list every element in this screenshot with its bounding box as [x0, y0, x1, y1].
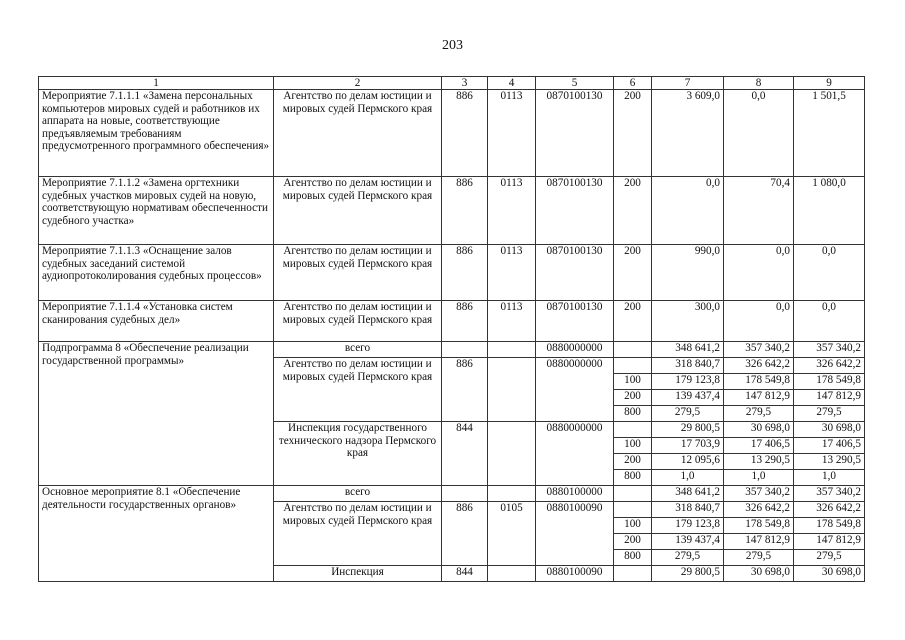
row-c3: 844 — [442, 422, 488, 486]
row-c8: 147 812,9 — [724, 534, 794, 550]
row-org: Агентство по делам юстиции и мировых судей Пермского края — [274, 245, 442, 301]
row-org: Агентство по делам юстиции и мировых судей Пермского края — [274, 90, 442, 177]
row-c8: 178 549,8 — [724, 374, 794, 390]
row-org: всего — [274, 486, 442, 502]
row-org: Инспекция государственного технического надзора Пермского края — [274, 422, 442, 486]
header-cell-1: 1 — [39, 77, 274, 90]
row-c3: 886 — [442, 358, 488, 422]
row-c9: 178 549,8 — [794, 518, 865, 534]
header-row — [39, 77, 865, 90]
header-cell-8: 8 — [724, 77, 794, 90]
row-c9: 1,0 — [794, 470, 865, 486]
row-c3 — [442, 342, 488, 358]
row-c5: 0870100130 — [536, 245, 614, 301]
row-c7: 279,5 — [652, 550, 724, 566]
row-c3 — [442, 486, 488, 502]
row-c7: 318 840,7 — [652, 358, 724, 374]
row-c7: 0,0 — [652, 177, 724, 245]
row-c6: 200 — [614, 301, 652, 342]
row-c8: 279,5 — [724, 550, 794, 566]
row-c7: 139 437,4 — [652, 390, 724, 406]
activity-8-1-name: Основное мероприятие 8.1 «Обеспечение деятельности государственных органов» — [39, 486, 274, 582]
row-org: Агентство по делам юстиции и мировых судей Пермского края — [274, 358, 442, 422]
row-c8: 0,0 — [724, 90, 794, 177]
row-c4 — [488, 486, 536, 502]
table-row — [39, 342, 865, 358]
row-name: Мероприятие 7.1.1.4 «Установка систем сканирования судебных дел» — [39, 301, 274, 342]
row-c5: 0870100130 — [536, 177, 614, 245]
row-c6: 200 — [614, 390, 652, 406]
budget-table — [38, 76, 865, 582]
row-c8: 13 290,5 — [724, 454, 794, 470]
row-c7: 139 437,4 — [652, 534, 724, 550]
header-cell-7: 7 — [652, 77, 724, 90]
row-c7: 29 800,5 — [652, 566, 724, 582]
header-cell-9: 9 — [794, 77, 865, 90]
row-c7: 3 609,0 — [652, 90, 724, 177]
row-c7: 179 123,8 — [652, 518, 724, 534]
row-org: Агентство по делам юстиции и мировых судей Пермского края — [274, 301, 442, 342]
row-c8: 0,0 — [724, 301, 794, 342]
row-org: всего — [274, 342, 442, 358]
row-c7: 318 840,7 — [652, 502, 724, 518]
row-c5: 0870100130 — [536, 301, 614, 342]
row-c4: 0113 — [488, 301, 536, 342]
row-c8: 326 642,2 — [724, 358, 794, 374]
row-c6: 100 — [614, 374, 652, 390]
row-c6: 800 — [614, 470, 652, 486]
row-c8: 0,0 — [724, 245, 794, 301]
row-c9: 13 290,5 — [794, 454, 865, 470]
table-row — [39, 486, 865, 502]
row-c4: 0105 — [488, 502, 536, 566]
row-c9: 1 080,0 — [794, 177, 865, 245]
row-c9: 1 501,5 — [794, 90, 865, 177]
table-row — [39, 90, 865, 177]
row-c9: 147 812,9 — [794, 390, 865, 406]
row-c9: 17 406,5 — [794, 438, 865, 454]
row-c6: 200 — [614, 177, 652, 245]
row-c7: 17 703,9 — [652, 438, 724, 454]
row-c4: 0113 — [488, 245, 536, 301]
row-c8: 147 812,9 — [724, 390, 794, 406]
row-c5: 0870100130 — [536, 90, 614, 177]
row-c9: 178 549,8 — [794, 374, 865, 390]
row-c8: 30 698,0 — [724, 422, 794, 438]
row-c7: 279,5 — [652, 406, 724, 422]
row-org: Инспекция — [274, 566, 442, 582]
row-c8: 17 406,5 — [724, 438, 794, 454]
row-c6: 200 — [614, 534, 652, 550]
row-c6: 200 — [614, 90, 652, 177]
table-row — [39, 301, 865, 342]
page-number: 203 — [442, 38, 463, 53]
row-c9: 357 340,2 — [794, 342, 865, 358]
row-c6 — [614, 566, 652, 582]
row-c4 — [488, 358, 536, 422]
row-c9: 0,0 — [794, 301, 865, 342]
row-name: Мероприятие 7.1.1.3 «Оснащение залов судебных заседаний системой аудиопротоколирования судебных процессов» — [39, 245, 274, 301]
header-cell-3: 3 — [442, 77, 488, 90]
row-c8: 279,5 — [724, 406, 794, 422]
row-c3: 886 — [442, 301, 488, 342]
row-c6: 100 — [614, 518, 652, 534]
row-c6: 100 — [614, 438, 652, 454]
row-c7: 29 800,5 — [652, 422, 724, 438]
row-c6 — [614, 358, 652, 374]
row-c7: 348 641,2 — [652, 342, 724, 358]
row-c4 — [488, 566, 536, 582]
row-c7: 12 095,6 — [652, 454, 724, 470]
table-row — [39, 245, 865, 301]
row-c6: 800 — [614, 550, 652, 566]
row-c4: 0113 — [488, 90, 536, 177]
row-c5: 0880000000 — [536, 342, 614, 358]
row-c9: 326 642,2 — [794, 502, 865, 518]
row-c6: 800 — [614, 406, 652, 422]
row-c9: 357 340,2 — [794, 486, 865, 502]
row-c6 — [614, 502, 652, 518]
row-c8: 357 340,2 — [724, 342, 794, 358]
row-org: Агентство по делам юстиции и мировых судей Пермского края — [274, 177, 442, 245]
row-c9: 326 642,2 — [794, 358, 865, 374]
row-c8: 357 340,2 — [724, 486, 794, 502]
header-cell-6: 6 — [614, 77, 652, 90]
row-c5: 0880100000 — [536, 486, 614, 502]
row-c8: 326 642,2 — [724, 502, 794, 518]
row-c6: 200 — [614, 245, 652, 301]
row-c3: 844 — [442, 566, 488, 582]
row-c8: 70,4 — [724, 177, 794, 245]
row-c9: 0,0 — [794, 245, 865, 301]
row-c5: 0880000000 — [536, 422, 614, 486]
row-c5: 0880100090 — [536, 502, 614, 566]
row-c3: 886 — [442, 90, 488, 177]
row-c9: 30 698,0 — [794, 566, 865, 582]
row-c7: 990,0 — [652, 245, 724, 301]
row-c8: 178 549,8 — [724, 518, 794, 534]
row-name: Мероприятие 7.1.1.1 «Замена персональных компьютеров мировых судей и работников их аппарата на новые, соответствующие предъявляемым требованиям предусмотренного программного обеспечения» — [39, 90, 274, 177]
row-c6 — [614, 486, 652, 502]
table-row — [39, 177, 865, 245]
row-c5: 0880000000 — [536, 358, 614, 422]
row-c7: 1,0 — [652, 470, 724, 486]
row-c4 — [488, 422, 536, 486]
row-c9: 30 698,0 — [794, 422, 865, 438]
row-org: Агентство по делам юстиции и мировых судей Пермского края — [274, 502, 442, 566]
row-c6 — [614, 342, 652, 358]
row-c9: 279,5 — [794, 550, 865, 566]
row-c5: 0880100090 — [536, 566, 614, 582]
row-c9: 147 812,9 — [794, 534, 865, 550]
header-cell-4: 4 — [488, 77, 536, 90]
row-c7: 348 641,2 — [652, 486, 724, 502]
row-c4: 0113 — [488, 177, 536, 245]
row-c6: 200 — [614, 454, 652, 470]
row-c8: 30 698,0 — [724, 566, 794, 582]
row-c4 — [488, 342, 536, 358]
row-c6 — [614, 422, 652, 438]
row-c9: 279,5 — [794, 406, 865, 422]
header-cell-5: 5 — [536, 77, 614, 90]
row-c7: 179 123,8 — [652, 374, 724, 390]
row-name: Мероприятие 7.1.1.2 «Замена оргтехники судебных участков мировых судей на новую, соответствующую нормативам обеспеченности судебного участка» — [39, 177, 274, 245]
row-c3: 886 — [442, 502, 488, 566]
row-c3: 886 — [442, 245, 488, 301]
header-cell-2: 2 — [274, 77, 442, 90]
row-c7: 300,0 — [652, 301, 724, 342]
row-c8: 1,0 — [724, 470, 794, 486]
subprogram-8-name: Подпрограмма 8 «Обеспечение реализации государственной программы» — [39, 342, 274, 486]
row-c3: 886 — [442, 177, 488, 245]
